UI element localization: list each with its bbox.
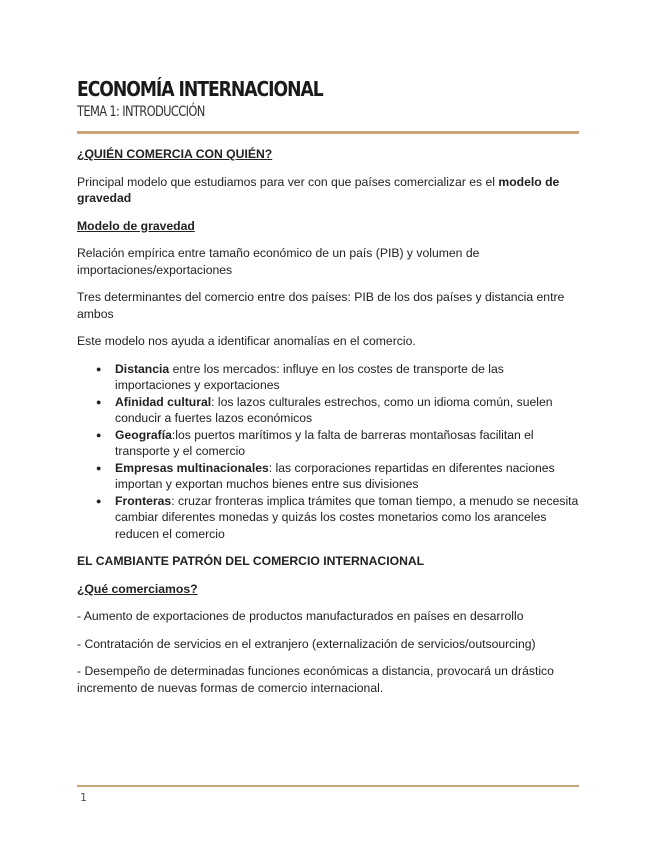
- list-item: [115, 493, 579, 543]
- subheading-modelo-gravedad: Modelo de gravedad: [77, 218, 195, 233]
- document-subtitle: TEMA 1: INTRODUCCIÓN: [77, 104, 205, 120]
- bullet-text: : los lazos culturales estrechos, como un idioma común, suelen conducir a fuertes lazos económicos: [115, 394, 553, 425]
- document-body: [77, 146, 579, 707]
- list-item: [115, 460, 579, 493]
- section-heading-cambiante-patron: EL CAMBIANTE PATRÓN DEL COMERCIO INTERNACIONAL: [77, 554, 425, 568]
- bullet-term: Empresas multinacionales: [115, 460, 269, 475]
- bullet-term: Fronteras: [115, 493, 172, 508]
- intro-text: Principal modelo que estudiamos para ver con que países comercializar es el: [77, 174, 499, 189]
- list-item: [115, 394, 579, 427]
- paragraph-relacion: Relación empírica entre tamaño económico de un país (PIB) y volumen de importaciones/exportaciones: [77, 246, 480, 277]
- bullet-term: Afinidad cultural: [115, 394, 212, 409]
- page-number: 1: [80, 791, 87, 804]
- subheading-que-comerciamos: ¿Qué comerciamos?: [77, 581, 198, 596]
- document-title: ECONOMÍA INTERNACIONAL: [77, 77, 323, 101]
- bullet-term: Geografía: [115, 427, 172, 442]
- footer-divider: [77, 785, 579, 787]
- paragraph-determinantes: Tres determinantes del comercio entre dos países: PIB de los dos países y distancia entre ambos: [77, 290, 565, 321]
- bullet-text: : cruzar fronteras implica trámites que toman tiempo, a menudo se necesita cambiar diferentes monedas y quizás los costes monetarios como los aranceles reducen el comercio: [115, 493, 579, 541]
- section-heading-quien-comercia: ¿QUIÉN COMERCIA CON QUIÉN?: [77, 147, 273, 161]
- header-divider: [77, 131, 579, 134]
- paragraph-contratacion: - Contratación de servicios en el extranjero (externalización de servicios/outsourcing): [77, 636, 536, 651]
- intro-paragraph: [77, 174, 579, 207]
- intro-bold-term: modelo de gravedad: [77, 174, 560, 205]
- list-item: [115, 361, 579, 394]
- paragraph-anomalias: Este modelo nos ayuda a identificar anomalías en el comercio.: [77, 334, 416, 348]
- bullet-text: entre los mercados: influye en los costes de transporte de las importaciones y exportaciones: [115, 361, 504, 392]
- bullet-text: :los puertos marítimos y la falta de barreras montañosas facilitan el transporte y el comercio: [115, 427, 534, 458]
- bullet-list: [77, 361, 579, 543]
- bullet-term: Distancia: [115, 361, 170, 376]
- bullet-text: : las corporaciones repartidas en diferentes naciones importan y exportan muchos bienes entre sus divisiones: [115, 460, 555, 491]
- paragraph-exportaciones: - Aumento de exportaciones de productos manufacturados en países en desarrollo: [77, 609, 524, 623]
- paragraph-desempeno: - Desempeño de determinadas funciones económicas a distancia, provocará un drástico incremento de nuevas formas de comercio internacional.: [77, 664, 554, 695]
- list-item: [115, 427, 579, 460]
